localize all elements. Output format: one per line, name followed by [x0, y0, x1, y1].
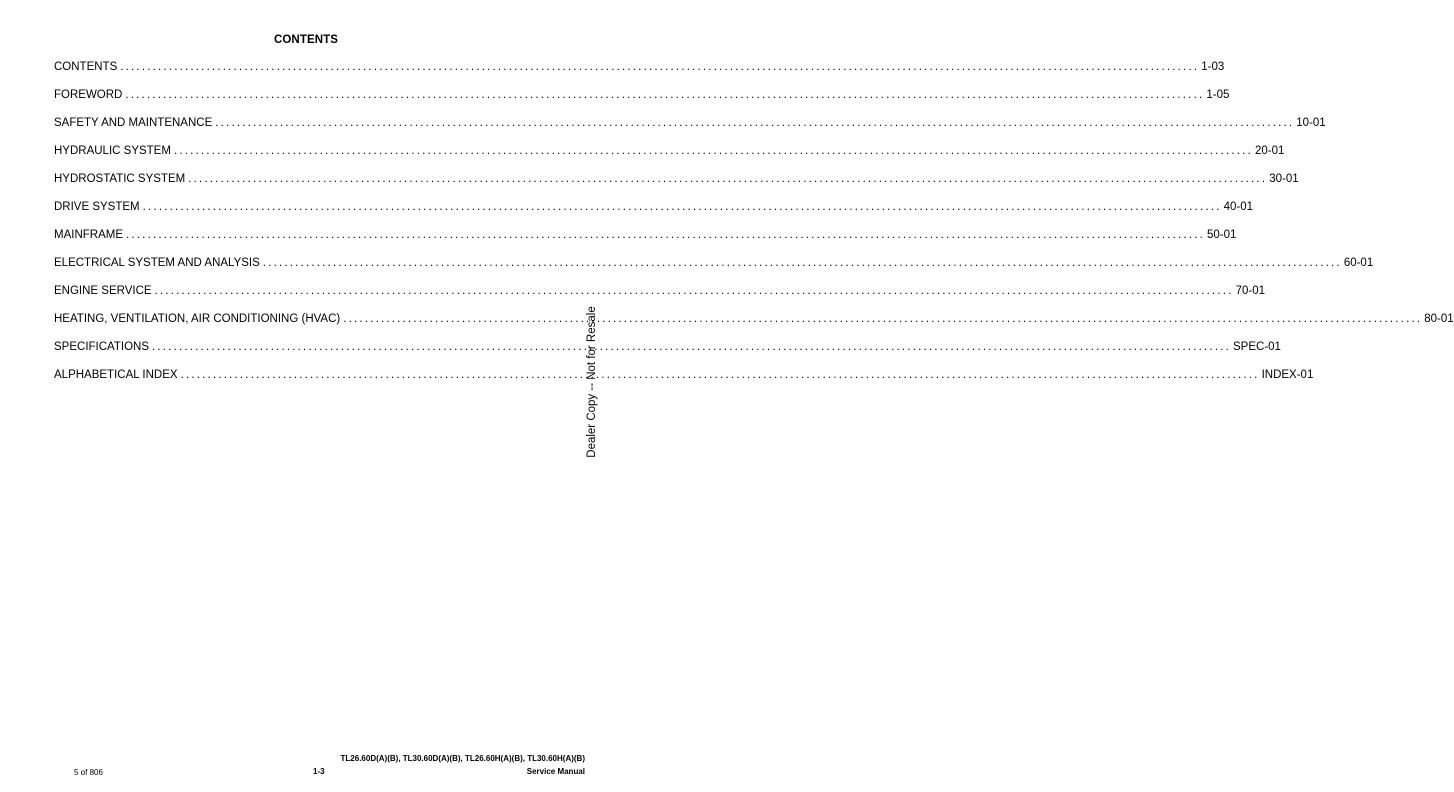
toc-leader-dots: ........................................................................................................................................................................................................ — [180, 369, 1260, 381]
toc-entry-label: CONTENTS — [54, 61, 118, 73]
footer-page-number: 1-3 — [313, 767, 325, 776]
toc-entry-label: HYDRAULIC SYSTEM — [54, 145, 171, 157]
toc-entry-label: FOREWORD — [54, 89, 123, 101]
toc-entry-label: HEATING, VENTILATION, AIR CONDITIONING (HVAC) — [54, 313, 341, 325]
toc-entry-page: 40-01 — [1223, 201, 1254, 213]
toc-entry-page: 50-01 — [1207, 229, 1237, 241]
toc-entry-label: SPECIFICATIONS — [54, 341, 149, 353]
toc-entry-label: DRIVE SYSTEM — [54, 201, 140, 213]
toc-entry-mainframe[interactable] — [54, 229, 1237, 257]
toc-entry-page: 80-01 — [1424, 313, 1454, 325]
dealer-copy-watermark: Dealer Copy -- Not for Resale — [586, 306, 598, 458]
toc-entry-page: 20-01 — [1254, 145, 1285, 157]
toc-entry-alphabetical-index[interactable] — [54, 369, 1314, 397]
toc-leader-dots: ........................................................................................................................................................................................................ — [120, 61, 1200, 73]
toc-entry-drive-system[interactable] — [54, 201, 1254, 229]
toc-leader-dots: ........................................................................................................................................................................................................ — [142, 201, 1222, 213]
toc-leader-dots: ........................................................................................................................................................................................................ — [154, 285, 1234, 297]
toc-entry-page: 1-05 — [1206, 89, 1230, 101]
toc-entry-label: MAINFRAME — [54, 229, 123, 241]
toc-entry-page: 70-01 — [1235, 285, 1266, 297]
toc-entry-page: 10-01 — [1296, 117, 1326, 129]
toc-entry-page: 30-01 — [1269, 173, 1299, 185]
toc-entry-specifications[interactable] — [54, 341, 1281, 369]
page-title: CONTENTS — [273, 34, 339, 46]
toc-entry-page: 1-03 — [1201, 61, 1225, 73]
toc-entry-hydrostatic-system[interactable] — [54, 173, 1299, 201]
toc-leader-dots: ........................................................................................................................................................................................................ — [126, 229, 1206, 241]
toc-entry-label: HYDROSTATIC SYSTEM — [54, 173, 186, 185]
toc-entry-label: ENGINE SERVICE — [54, 285, 152, 297]
toc-leader-dots: ........................................................................................................................................................................................................ — [215, 117, 1295, 129]
toc-entry-label: ALPHABETICAL INDEX — [54, 369, 178, 381]
toc-entry-foreword[interactable] — [54, 89, 1230, 117]
toc-entry-hvac[interactable] — [54, 313, 1454, 341]
toc-leader-dots: ........................................................................................................................................................................................................ — [125, 89, 1205, 101]
toc-entry-safety-and-maintenance[interactable] — [54, 117, 1326, 145]
toc-entry-electrical-system[interactable] — [54, 257, 1374, 285]
footer-page-count: 5 of 806 — [74, 768, 103, 777]
toc-entry-label: ELECTRICAL SYSTEM AND ANALYSIS — [54, 257, 260, 269]
footer-model-list: TL26.60D(A)(B), TL30.60D(A)(B), TL26.60H(A)(B), TL30.60H(A)(B) — [340, 754, 585, 763]
toc-leader-dots: ........................................................................................................................................................................................................ — [343, 313, 1423, 325]
toc-entry-page: 60-01 — [1343, 257, 1374, 269]
toc-entry-page: SPEC-01 — [1233, 341, 1281, 353]
toc-entry-page: INDEX-01 — [1261, 369, 1314, 381]
toc-entry-hydraulic-system[interactable] — [54, 145, 1285, 173]
toc-leader-dots: ........................................................................................................................................................................................................ — [173, 145, 1253, 157]
footer-manual-title: Service Manual — [526, 767, 585, 776]
toc-entry-label: SAFETY AND MAINTENANCE — [54, 117, 213, 129]
toc-entry-engine-service[interactable] — [54, 285, 1266, 313]
toc-leader-dots: ........................................................................................................................................................................................................ — [262, 257, 1342, 269]
toc-entry-contents[interactable] — [54, 61, 1225, 89]
toc-leader-dots: ........................................................................................................................................................................................................ — [188, 173, 1268, 185]
toc-leader-dots: ........................................................................................................................................................................................................ — [152, 341, 1232, 353]
